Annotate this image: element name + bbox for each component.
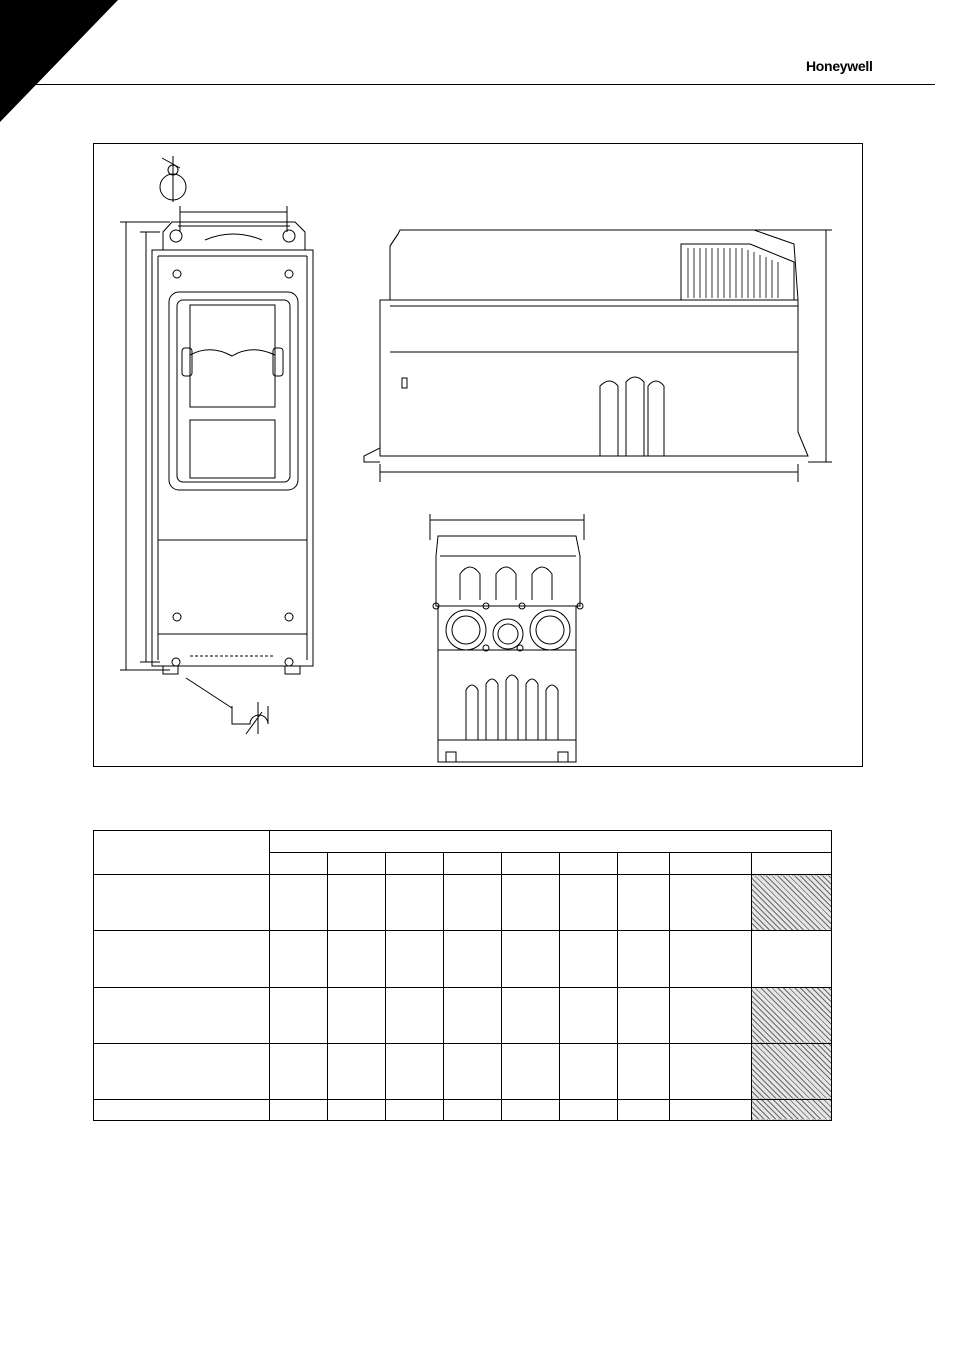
table-cell xyxy=(328,987,386,1043)
table-header-cell-type xyxy=(94,831,270,875)
dimension-column-header xyxy=(618,853,670,875)
honeywell-logo: Honeywell xyxy=(806,58,873,74)
table-cell xyxy=(560,1043,618,1099)
dimension-column-header xyxy=(502,853,560,875)
bottom-view xyxy=(430,514,584,762)
table-cell xyxy=(270,987,328,1043)
table-row xyxy=(94,1043,832,1099)
table-cell xyxy=(328,875,386,931)
dimension-column-header xyxy=(386,853,444,875)
table-cell xyxy=(752,931,832,987)
table-cell xyxy=(270,931,328,987)
dimension-column-header xyxy=(560,853,618,875)
slot-detail-bottom xyxy=(232,702,268,734)
table-cell xyxy=(502,875,560,931)
table-cell xyxy=(270,1043,328,1099)
table-row xyxy=(94,987,832,1043)
row-label xyxy=(94,1099,270,1120)
table-cell xyxy=(560,987,618,1043)
table-cell xyxy=(444,987,502,1043)
table-cell xyxy=(670,1099,752,1120)
table-cell xyxy=(328,931,386,987)
table-cell xyxy=(386,987,444,1043)
side-view xyxy=(364,230,832,482)
table-cell xyxy=(386,1099,444,1120)
table-header-group-row xyxy=(94,831,832,853)
dimension-column-header xyxy=(444,853,502,875)
table-cell xyxy=(670,931,752,987)
table-cell xyxy=(618,1099,670,1120)
table-row xyxy=(94,1099,832,1120)
table-cell xyxy=(618,987,670,1043)
table-cell xyxy=(502,931,560,987)
table-cell xyxy=(618,875,670,931)
table-cell xyxy=(270,1099,328,1120)
hatched-cell xyxy=(752,987,832,1043)
dimensions-table xyxy=(93,830,832,1121)
table-row xyxy=(94,931,832,987)
table-cell xyxy=(328,1099,386,1120)
table-cell xyxy=(328,1043,386,1099)
hatched-cell xyxy=(752,1099,832,1120)
table-cell xyxy=(444,931,502,987)
table-cell xyxy=(560,875,618,931)
row-label xyxy=(94,931,270,987)
table-cell xyxy=(444,1099,502,1120)
table-cell xyxy=(270,875,328,931)
hatched-cell xyxy=(752,1043,832,1099)
dimension-column-header xyxy=(670,853,752,875)
table-cell xyxy=(444,875,502,931)
table-cell xyxy=(502,987,560,1043)
table-cell xyxy=(670,875,752,931)
dimension-column-header xyxy=(270,853,328,875)
table-cell xyxy=(502,1043,560,1099)
row-label xyxy=(94,875,270,931)
table-cell xyxy=(502,1099,560,1120)
table-cell xyxy=(618,1043,670,1099)
table-cell xyxy=(618,931,670,987)
table-cell xyxy=(560,1099,618,1120)
dimension-column-header xyxy=(328,853,386,875)
table-cell xyxy=(386,1043,444,1099)
table-cell xyxy=(386,931,444,987)
hatched-cell xyxy=(752,875,832,931)
table-cell xyxy=(560,931,618,987)
table-cell xyxy=(386,875,444,931)
dimension-column-header xyxy=(752,853,832,875)
front-view xyxy=(120,206,313,708)
keyhole-detail-top xyxy=(160,156,186,202)
table-header-cell-dimensions xyxy=(270,831,832,853)
table-cell xyxy=(444,1043,502,1099)
table-cell xyxy=(670,987,752,1043)
row-label xyxy=(94,987,270,1043)
table-row xyxy=(94,875,832,931)
row-label xyxy=(94,1043,270,1099)
table-cell xyxy=(670,1043,752,1099)
